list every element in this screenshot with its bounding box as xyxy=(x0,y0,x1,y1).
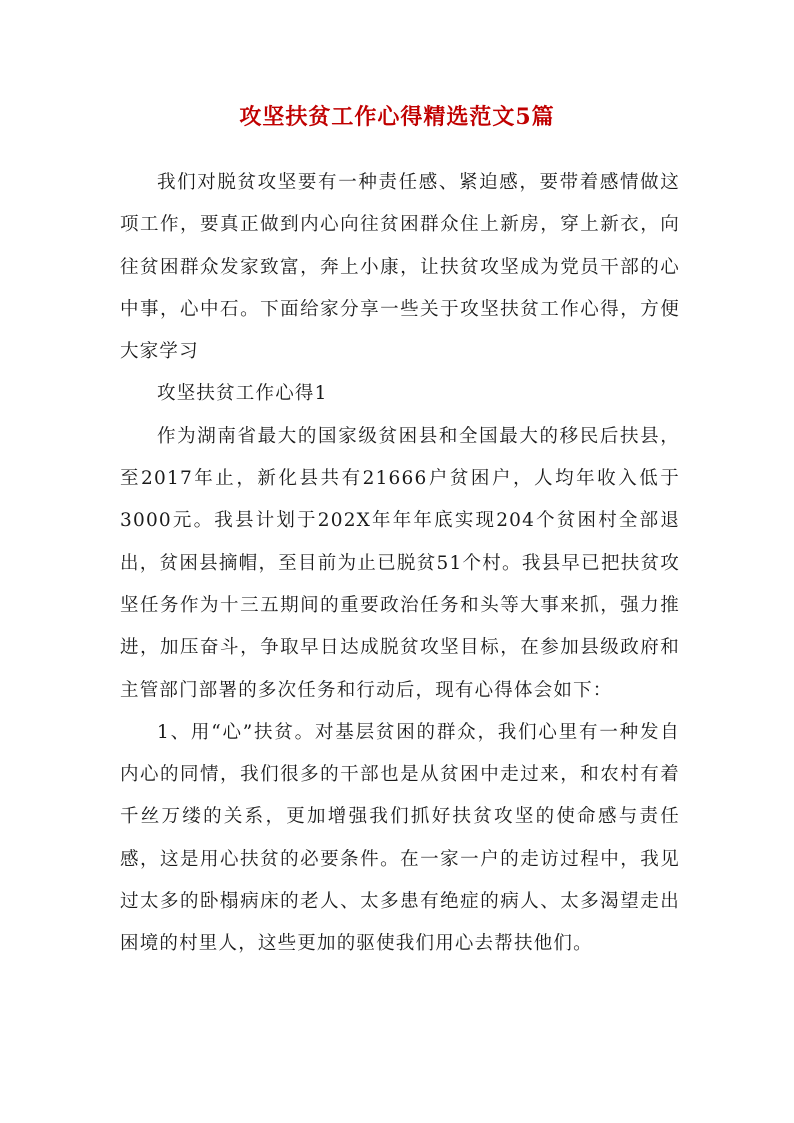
intro-paragraph: 我们对脱贫攻坚要有一种责任感、紧迫感，要带着感情做这项工作，要真正做到内心向往贫困群众住上新房，穿上新衣，向往贫困群众发家致富，奔上小康，让扶贫攻坚成为党员干部的心中事，心中石。下面给家分享一些关于攻坚扶贫工作心得，方便大家学习 xyxy=(120,172,680,363)
document-body xyxy=(120,162,680,966)
document-title: 攻坚扶贫工作心得精选范文5篇 xyxy=(239,104,555,130)
body-paragraph: 1、用“心”扶贫。对基层贫困的群众，我们心里有一种发自内心的同情，我们很多的干部也是从贫困中走过来，和农村有着千丝万缕的关系，更加增强我们抓好扶贫攻坚的使命感与责任感，这是用心扶贫的必要条件。在一家一户的走访过程中，我见过太多的卧榻病床的老人、太多患有绝症的病人、太多渴望走出困境的村里人，这些更加的驱使我们用心去帮扶他们。 xyxy=(120,721,680,955)
body-paragraph: 作为湖南省最大的国家级贫困县和全国最大的移民后扶县，至2017年止，新化县共有21666户贫困户，人均年收入低于3000元。我县计划于202X年年年底实现204个贫困村全部退出，贫困县摘帽，至目前为止已脱贫51个村。我县早已把扶贫攻坚任务作为十三五期间的重要政治任务和头等大事来抓，强力推进，加压奋斗，争取早日达成脱贫攻坚目标，在参加县级政府和主管部门部署的多次任务和行动后，现有心得体会如下： xyxy=(120,425,680,701)
section-heading: 攻坚扶贫工作心得1 xyxy=(157,383,328,405)
